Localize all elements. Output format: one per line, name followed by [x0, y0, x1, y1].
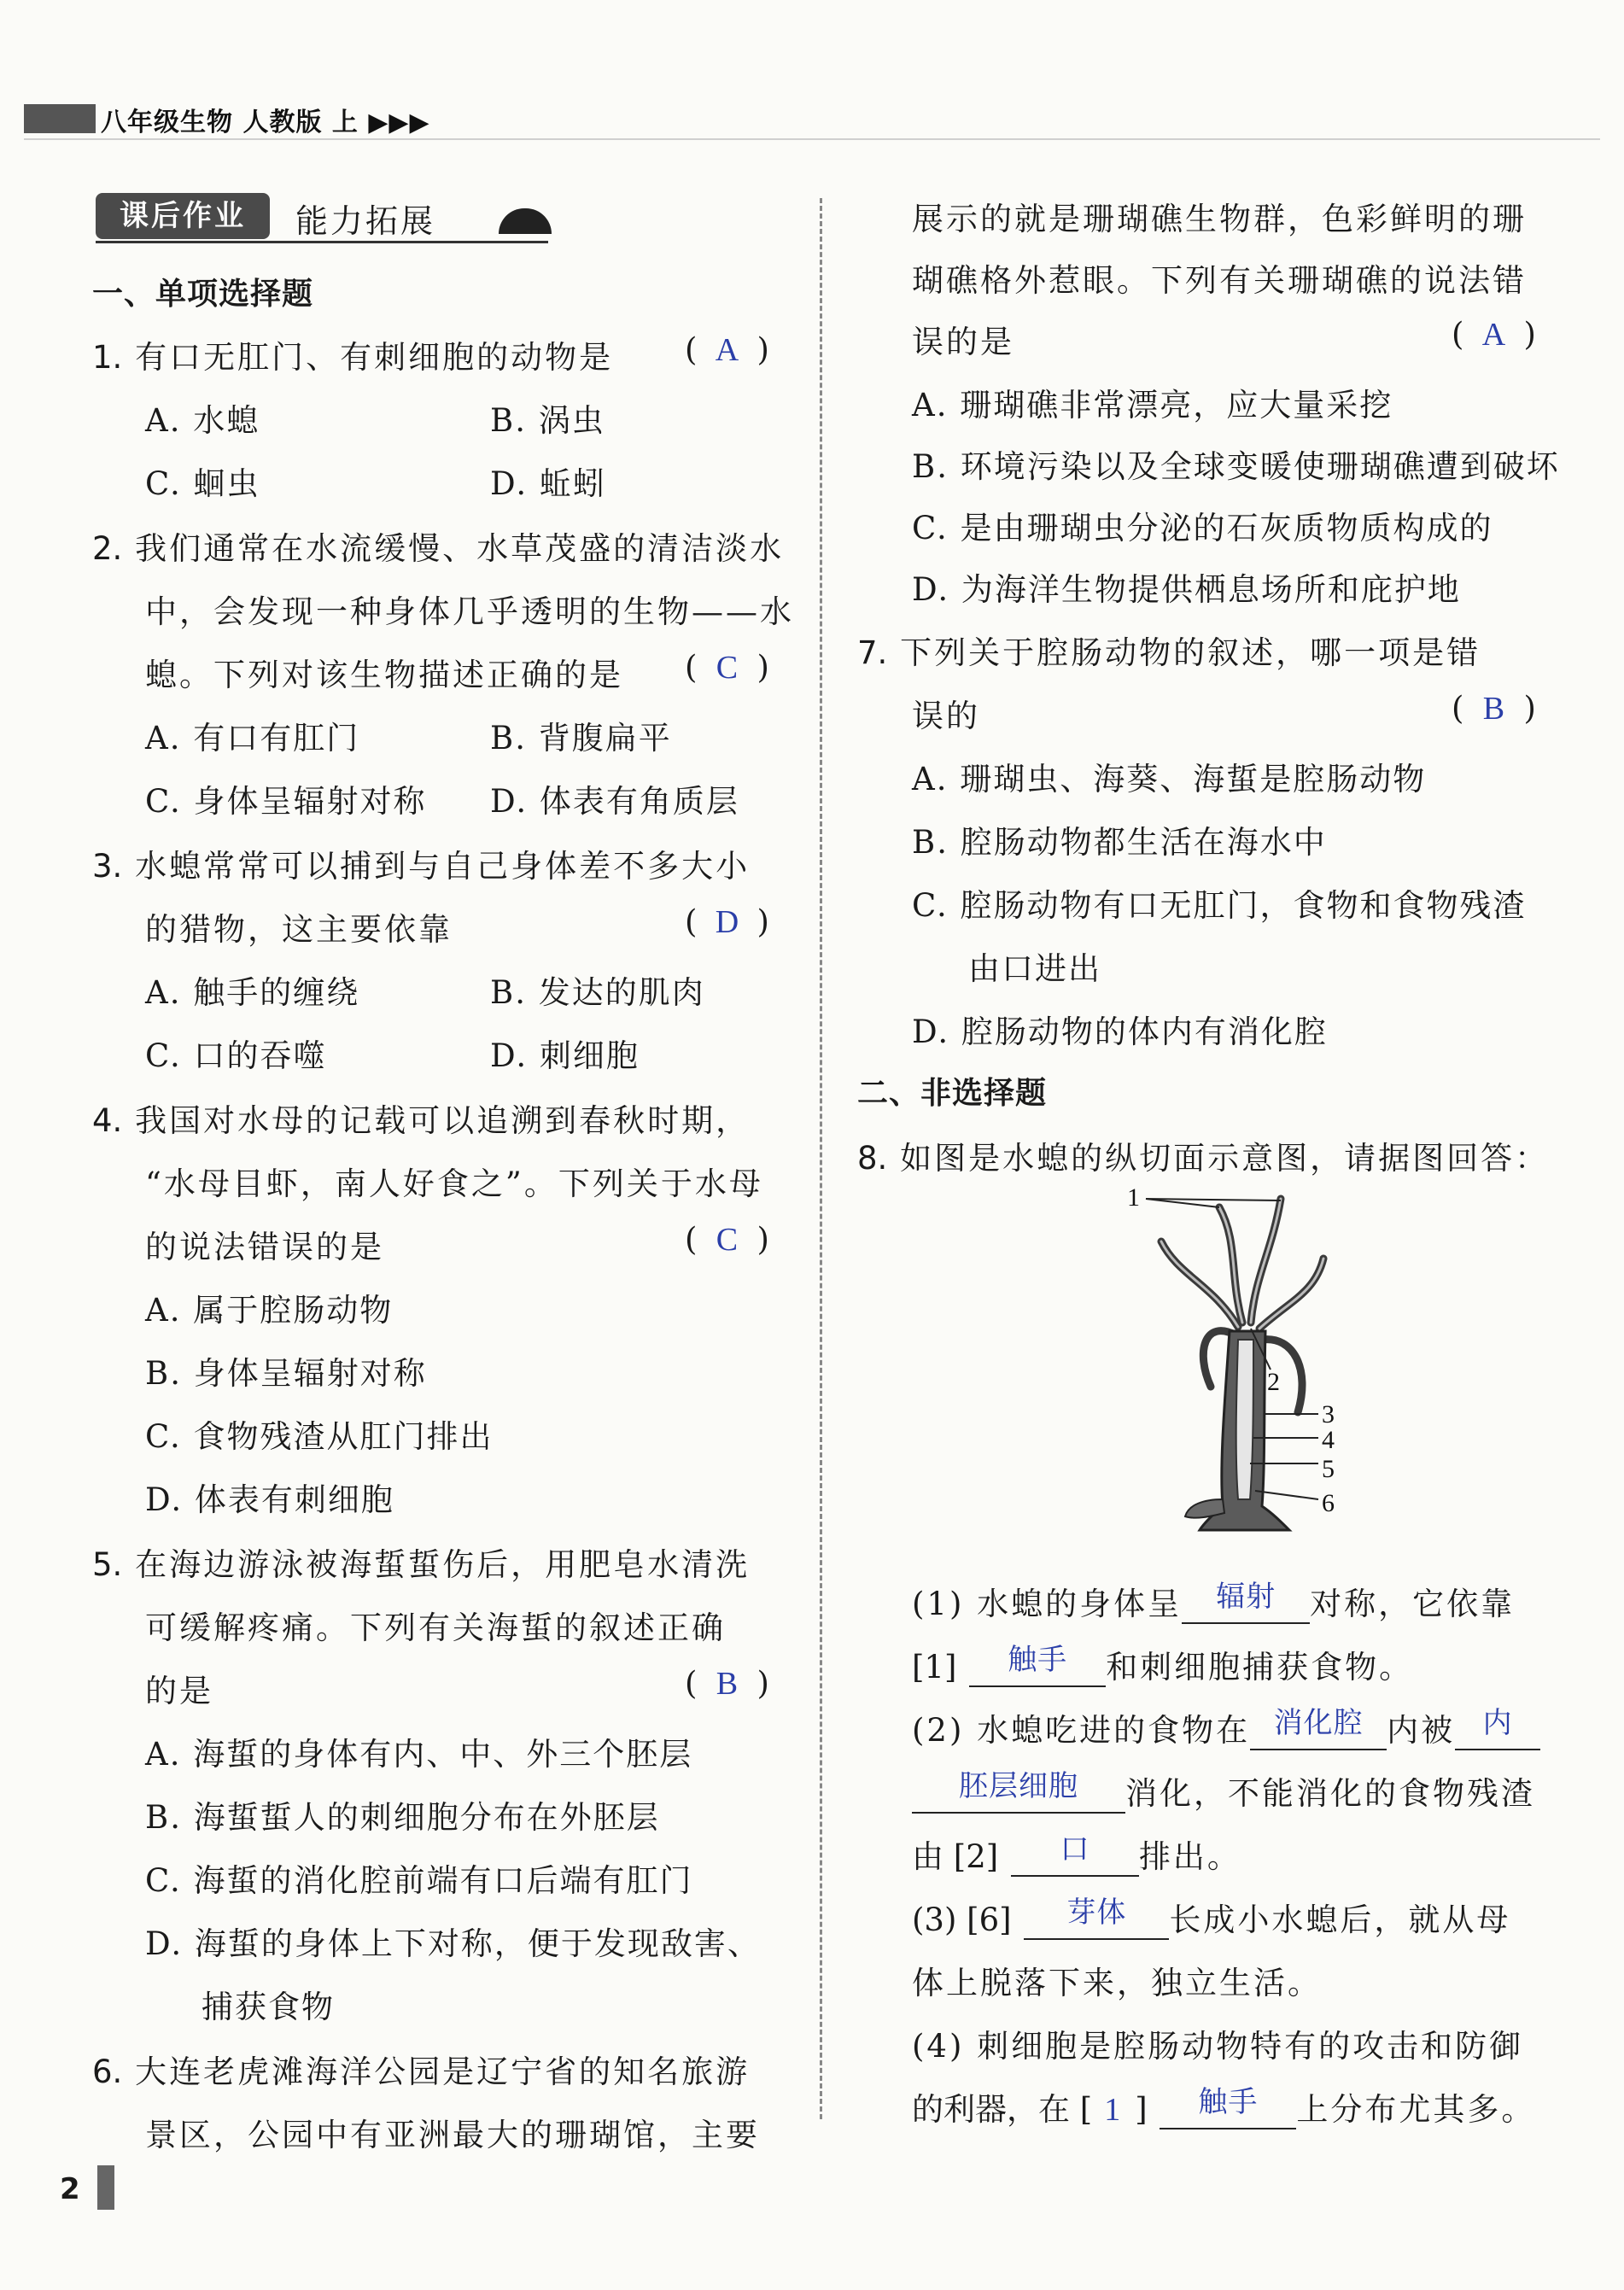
q5-stem-line1: 5. 在海边游泳被海蜇蜇伤后，用肥皂水清洗: [92, 1546, 751, 1583]
q5-answer: ( B ): [685, 1665, 769, 1702]
q3-option-b: B. 发达的肌肉: [490, 974, 705, 1011]
q1-answer-value: A: [715, 332, 739, 368]
q3-stem-line1: 3. 水螅常常可以捕到与自己身体差不多大小: [92, 848, 751, 885]
q8-sub3-blank1[interactable]: 芽体: [1024, 1901, 1169, 1940]
q5-option-b: B. 海蜇蜇人的刺细胞分布在外胚层: [145, 1799, 660, 1836]
q8-sub2-line2: 胚层细胞 消化，不能消化的食物残渣: [912, 1767, 1535, 1814]
label-2: 2: [1267, 1368, 1280, 1396]
q7-stem-line1: 7. 下列关于腔肠动物的叙述，哪一项是错: [857, 634, 1481, 671]
q4-option-d: D. 体表有刺细胞: [145, 1481, 394, 1518]
label-6: 6: [1322, 1489, 1335, 1517]
q8-sub4-answer0: 1: [1104, 2092, 1124, 2128]
label-1: 1: [1127, 1183, 1140, 1212]
q8-sub1-blank2[interactable]: 触手: [969, 1648, 1106, 1687]
digestive-cavity: [1236, 1340, 1253, 1499]
q5-option-c: C. 海蜇的消化腔前端有口后端有肛门: [145, 1862, 693, 1899]
q8-sub3-line2: 体上脱落下来，独立生活。: [912, 1965, 1322, 2001]
q8-stem: 8. 如图是水螅的纵切面示意图，请据图回答：: [857, 1140, 1550, 1177]
q1-option-b: B. 涡虫: [490, 402, 605, 439]
q8-sub2-blank3[interactable]: 口: [1011, 1837, 1139, 1877]
q8-sub3-line1: (3) [6] 芽体 长成小水螅后，就从母: [912, 1896, 1511, 1938]
q4-option-c: C. 食物残渣从肛门排出: [145, 1418, 494, 1455]
q2-stem-line2: 中，会发现一种身体几乎透明的生物——水: [145, 593, 794, 630]
q6-stem-line2: 景区，公园中有亚洲最大的珊瑚馆，主要: [145, 2117, 760, 2153]
q7-option-c: C. 腔肠动物有口无肛门，食物和食物残渣: [912, 887, 1527, 924]
q3-stem-line2: 的猎物，这主要依靠: [145, 911, 453, 948]
q2-option-d: D. 体表有角质层: [490, 783, 739, 820]
q8-sub2-line3: 由 [2] 口 排出。: [912, 1832, 1241, 1875]
q4-answer-value: C: [716, 1222, 739, 1258]
page-number-bar: [97, 2165, 114, 2210]
q1-stem: 1. 有口无肛门、有刺细胞的动物是: [92, 339, 614, 376]
q6-stem-line4: 瑚礁格外惹眼。下列有关珊瑚礁的说法错: [912, 262, 1527, 299]
q5-option-a: A. 海蜇的身体有内、中、外三个胚层: [145, 1736, 693, 1773]
section-decoration-icon: [499, 208, 552, 234]
q2-answer: ( C ): [685, 649, 769, 686]
page-number: 2: [60, 2172, 80, 2206]
q8-sub2-blank2b[interactable]: 胚层细胞: [912, 1774, 1125, 1814]
label-4: 4: [1322, 1426, 1335, 1454]
q7-option-c-cont: 由口进出: [968, 950, 1101, 987]
q2-stem-line1: 2. 我们通常在水流缓慢、水草茂盛的清洁淡水: [92, 530, 785, 567]
q2-option-a: A. 有口有肛门: [145, 720, 360, 757]
q3-option-d: D. 刺细胞: [490, 1037, 640, 1074]
q6-stem-line3: 展示的就是珊瑚礁生物群，色彩鲜明的珊: [912, 201, 1527, 237]
section-subtitle: 能力拓展: [295, 202, 436, 240]
q8-sub4-line1: (4) 刺细胞是腔肠动物特有的攻击和防御: [912, 2028, 1524, 2065]
q2-answer-value: C: [716, 650, 739, 686]
q7-option-b: B. 腔肠动物都生活在海水中: [912, 824, 1327, 861]
q7-stem-line2: 误的: [912, 698, 980, 734]
section-badge: 课后作业: [96, 193, 270, 239]
tentacle-4: [1259, 1259, 1323, 1329]
q4-stem-line3: 的说法错误的是: [145, 1229, 384, 1265]
q4-stem-line2: “水母目虾，南人好食之”。下列关于水母: [145, 1165, 763, 1202]
q8-sub1-blank1[interactable]: 辐射: [1182, 1585, 1310, 1624]
q1-answer: ( A ): [685, 331, 769, 368]
q2-option-b: B. 背腹扁平: [490, 720, 672, 757]
q2-stem-line3: 螅。下列对该生物描述正确的是: [145, 657, 623, 693]
bud: [1185, 1499, 1224, 1518]
q7-option-a: A. 珊瑚虫、海葵、海蜇是腔肠动物: [912, 761, 1427, 797]
q7-option-d: D. 腔肠动物的体内有消化腔: [912, 1014, 1328, 1050]
q8-sub2-blank2a[interactable]: 内: [1455, 1711, 1540, 1750]
q3-option-c: C. 口的吞噬: [145, 1037, 327, 1074]
q4-option-a: A. 属于腔肠动物: [145, 1292, 394, 1329]
q7-answer: ( B ): [1452, 690, 1536, 727]
q8-sub1-line2: [1] 触手 和刺细胞捕获食物。: [912, 1643, 1414, 1685]
header-title: 八年级生物 人教版 上 ▶▶▶: [101, 108, 430, 137]
q6-stem-line5: 误的是: [912, 324, 1014, 360]
q1-option-a: A. 水螅: [145, 402, 260, 439]
q5-option-d-cont: 捕获食物: [202, 1989, 335, 2025]
part2-title: 二、非选择题: [857, 1076, 1048, 1111]
q6-stem-line1: 6. 大连老虎滩海洋公园是辽宁省的知名旅游: [92, 2053, 751, 2090]
q6-answer-value: A: [1481, 317, 1506, 353]
q7-answer-value: B: [1482, 691, 1505, 727]
q6-option-b: B. 环境污染以及全球变暖使珊瑚礁遭到破坏: [912, 448, 1560, 485]
q6-answer: ( A ): [1452, 316, 1536, 353]
q4-answer: ( C ): [685, 1221, 769, 1258]
header-rule: [24, 138, 1600, 140]
column-divider: [820, 198, 822, 2119]
q6-option-d: D. 为海洋生物提供栖息场所和庇护地: [912, 571, 1461, 608]
label-5: 5: [1322, 1455, 1335, 1483]
q8-sub4-blank1[interactable]: 触手: [1160, 2090, 1296, 2129]
hydra-diagram: [1110, 1182, 1400, 1557]
q8-sub2-line1: (2) 水螅吃进的食物在 消化腔 内被 内: [912, 1704, 1540, 1750]
q4-option-b: B. 身体呈辐射对称: [145, 1355, 427, 1392]
q1-option-d: D. 蚯蚓: [490, 465, 606, 502]
q5-stem-line2: 可缓解疼痛。下列有关海蜇的叙述正确: [145, 1609, 726, 1646]
q2-option-c: C. 身体呈辐射对称: [145, 783, 427, 820]
q3-answer-value: D: [715, 904, 739, 940]
part1-title: 一、单项选择题: [92, 277, 314, 312]
q5-answer-value: B: [716, 1666, 739, 1702]
q8-sub2-blank1[interactable]: 消化腔: [1250, 1711, 1387, 1750]
q6-option-a: A. 珊瑚礁非常漂亮，应大量采挖: [912, 387, 1393, 424]
q3-answer: ( D ): [685, 903, 769, 940]
q8-sub4-line2: 的利器，在 [ 1 ] 触手 上分布尤其多。: [912, 2085, 1536, 2128]
q1-option-c: C. 蛔虫: [145, 465, 260, 502]
q5-option-d: D. 海蜇的身体上下对称，便于发现敌害、: [145, 1925, 761, 1962]
q3-option-a: A. 触手的缠绕: [145, 974, 360, 1011]
label-3: 3: [1322, 1400, 1335, 1428]
q5-stem-line3: 的是: [145, 1673, 213, 1709]
q8-sub1-line1: (1) 水螅的身体呈 辐射 对称，它依靠: [912, 1580, 1516, 1622]
q4-stem-line1: 4. 我国对水母的记载可以追溯到春秋时期，: [92, 1102, 751, 1139]
header-bar: [24, 104, 96, 133]
q6-option-c: C. 是由珊瑚虫分泌的石灰质物质构成的: [912, 510, 1493, 546]
section-underline: [96, 241, 548, 243]
